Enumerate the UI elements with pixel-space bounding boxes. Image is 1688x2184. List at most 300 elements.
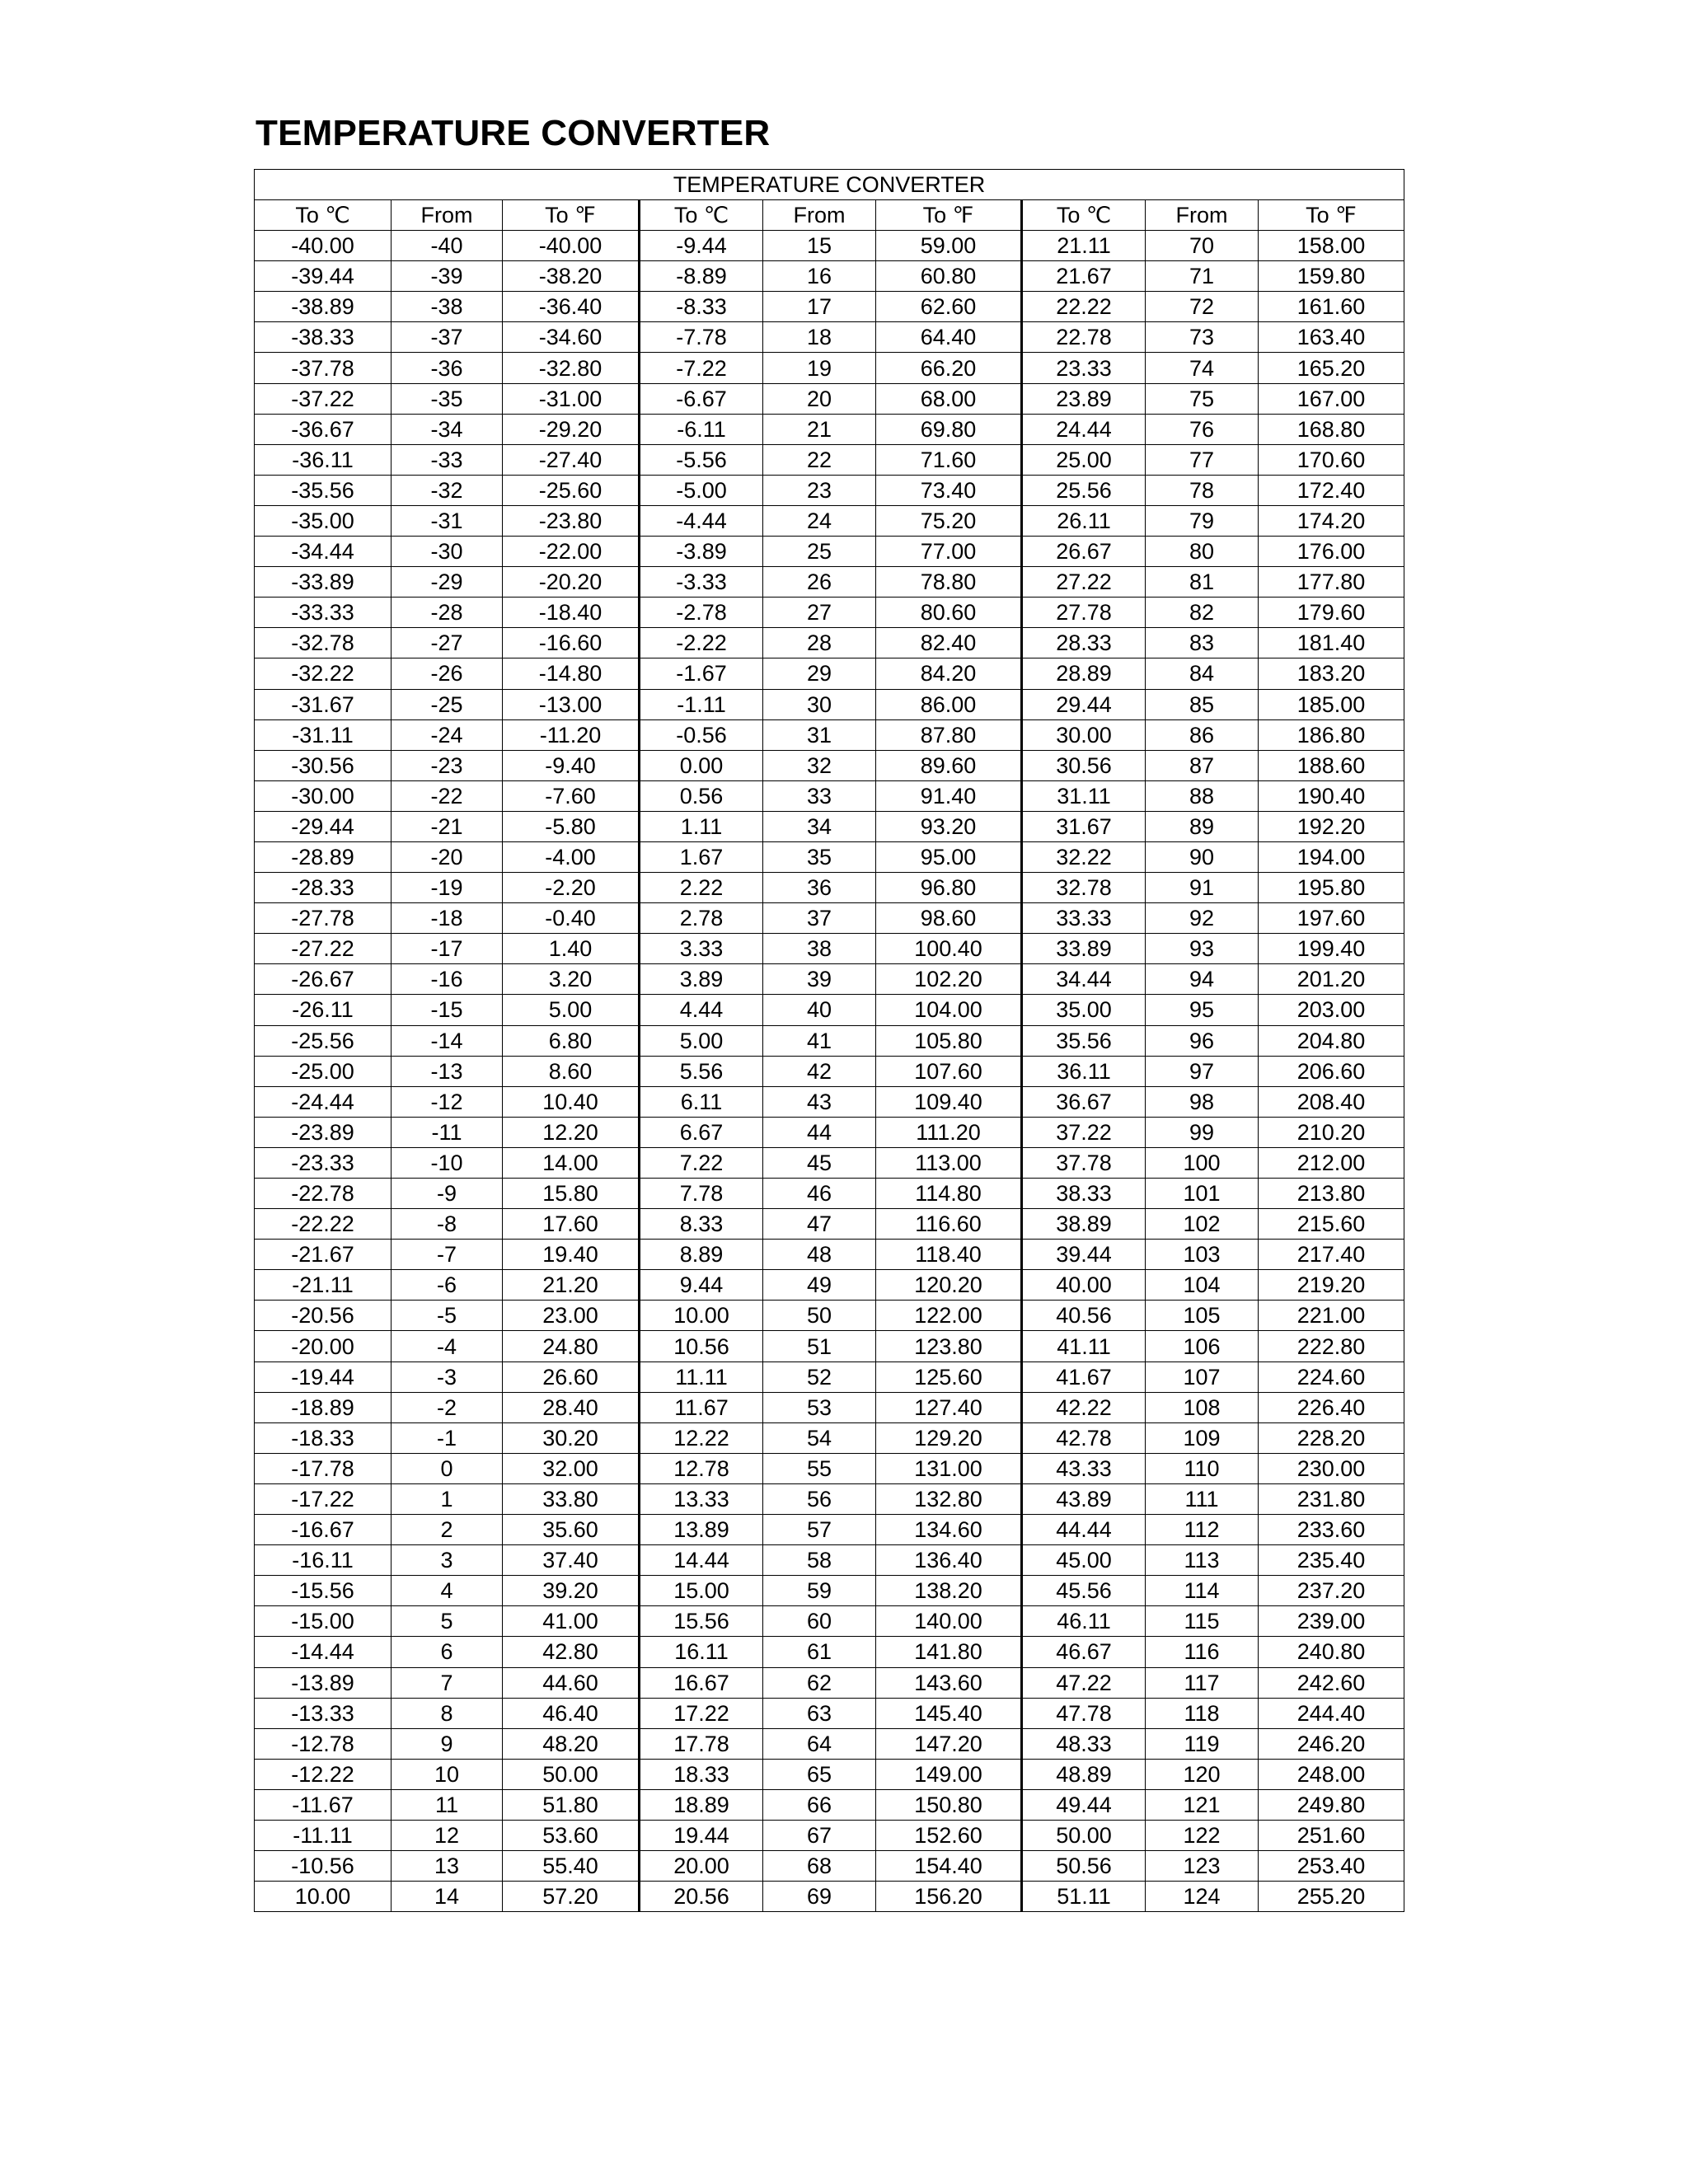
table-cell: 33 [763, 780, 876, 811]
table-cell: -18 [392, 903, 503, 934]
table-cell: 47.78 [1022, 1698, 1146, 1728]
table-row [255, 1606, 1404, 1637]
table-row [255, 1392, 1404, 1422]
table-cell: 37.22 [1022, 1117, 1146, 1147]
table-cell: 15.80 [503, 1179, 640, 1209]
table-cell: -5.56 [640, 444, 763, 475]
table-cell: -33 [392, 444, 503, 475]
table-cell: 201.20 [1259, 964, 1404, 995]
table-cell: 100 [1146, 1147, 1259, 1178]
table-cell: 46 [763, 1179, 876, 1209]
table-row [255, 1789, 1404, 1820]
table-row [255, 475, 1404, 505]
table-cell: -39 [392, 261, 503, 292]
table-row [255, 841, 1404, 872]
table-cell: 28.33 [1022, 628, 1146, 658]
table-cell: -12.78 [255, 1728, 392, 1759]
table-row [255, 598, 1404, 628]
table-cell: -4.44 [640, 505, 763, 536]
table-cell: -24.44 [255, 1086, 392, 1117]
table-cell: -18.33 [255, 1422, 392, 1453]
table-cell: 89.60 [876, 750, 1022, 780]
table-cell: -1 [392, 1422, 503, 1453]
table-cell: 50.56 [1022, 1851, 1146, 1882]
table-cell: 60.80 [876, 261, 1022, 292]
table-cell: 161.60 [1259, 292, 1404, 322]
table-cell: 66 [763, 1789, 876, 1820]
table-cell: 11 [392, 1789, 503, 1820]
table-cell: 92 [1146, 903, 1259, 934]
table-cell: -38.33 [255, 322, 392, 353]
table-cell: 6.80 [503, 1025, 640, 1056]
table-cell: 76 [1146, 414, 1259, 444]
table-cell: -15 [392, 995, 503, 1025]
table-cell: 25.56 [1022, 475, 1146, 505]
table-cell: 100.40 [876, 934, 1022, 964]
table-cell: 84.20 [876, 658, 1022, 689]
table-cell: 235.40 [1259, 1545, 1404, 1576]
table-cell: -25 [392, 689, 503, 719]
table-cell: 195.80 [1259, 873, 1404, 903]
table-cell: 34 [763, 811, 876, 841]
table-cell: 111 [1146, 1483, 1259, 1514]
table-cell: 10 [392, 1759, 503, 1789]
table-row [255, 1851, 1404, 1882]
table-cell: -28.33 [255, 873, 392, 903]
table-cell: 52 [763, 1361, 876, 1392]
table-row [255, 231, 1404, 261]
table-cell: 1.11 [640, 811, 763, 841]
table-cell: 240.80 [1259, 1637, 1404, 1667]
table-cell: 32 [763, 750, 876, 780]
table-cell: 26.60 [503, 1361, 640, 1392]
table-cell: 181.40 [1259, 628, 1404, 658]
table-cell: 19.44 [640, 1820, 763, 1850]
column-header-row [255, 200, 1404, 231]
table-cell: 113.00 [876, 1147, 1022, 1178]
table-row [255, 353, 1404, 383]
table-cell: -16 [392, 964, 503, 995]
table-cell: 97 [1146, 1056, 1259, 1086]
table-cell: 16.67 [640, 1667, 763, 1698]
table-cell: 6.67 [640, 1117, 763, 1147]
table-body [255, 231, 1404, 1912]
table-cell: 42.78 [1022, 1422, 1146, 1453]
table-cell: 70 [1146, 231, 1259, 261]
table-row [255, 1301, 1404, 1331]
table-cell: 46.67 [1022, 1637, 1146, 1667]
table-cell: 60 [763, 1606, 876, 1637]
table-cell: 10.40 [503, 1086, 640, 1117]
table-cell: 183.20 [1259, 658, 1404, 689]
table-cell: 88 [1146, 780, 1259, 811]
table-cell: 28.89 [1022, 658, 1146, 689]
table-cell: -16.60 [503, 628, 640, 658]
table-cell: 58 [763, 1545, 876, 1576]
table-cell: 107 [1146, 1361, 1259, 1392]
table-cell: 231.80 [1259, 1483, 1404, 1514]
table-cell: 28.40 [503, 1392, 640, 1422]
table-row [255, 1545, 1404, 1576]
table-cell: 50.00 [503, 1759, 640, 1789]
table-cell: -2 [392, 1392, 503, 1422]
table-cell: -30 [392, 537, 503, 567]
table-cell: 19 [763, 353, 876, 383]
table-cell: -34 [392, 414, 503, 444]
table-cell: 104 [1146, 1270, 1259, 1301]
table-cell: 65 [763, 1759, 876, 1789]
table-cell: -3 [392, 1361, 503, 1392]
table-cell: -25.60 [503, 475, 640, 505]
table-row [255, 383, 1404, 414]
table-cell: 68 [763, 1851, 876, 1882]
table-cell: -12.22 [255, 1759, 392, 1789]
table-cell: 31.11 [1022, 780, 1146, 811]
table-row [255, 1422, 1404, 1453]
table-cell: -8 [392, 1209, 503, 1240]
table-cell: 45 [763, 1147, 876, 1178]
table-row [255, 1698, 1404, 1728]
table-cell: 215.60 [1259, 1209, 1404, 1240]
table-cell: 158.00 [1259, 231, 1404, 261]
table-cell: -22.78 [255, 1179, 392, 1209]
table-cell: 197.60 [1259, 903, 1404, 934]
table-cell: 163.40 [1259, 322, 1404, 353]
table-cell: 167.00 [1259, 383, 1404, 414]
table-cell: 91.40 [876, 780, 1022, 811]
table-cell: 24.80 [503, 1331, 640, 1361]
table-cell: -14 [392, 1025, 503, 1056]
table-cell: 20.00 [640, 1851, 763, 1882]
table-cell: -20.20 [503, 567, 640, 598]
table-cell: 48.89 [1022, 1759, 1146, 1789]
table-cell: 22 [763, 444, 876, 475]
table-cell: -33.33 [255, 598, 392, 628]
table-cell: 122 [1146, 1820, 1259, 1850]
table-cell: 33.33 [1022, 903, 1146, 934]
table-cell: 102.20 [876, 964, 1022, 995]
table-cell: 81 [1146, 567, 1259, 598]
table-cell: -9 [392, 1179, 503, 1209]
table-cell: -40.00 [503, 231, 640, 261]
column-header: To ℃ [640, 200, 763, 231]
table-cell: 194.00 [1259, 841, 1404, 872]
table-cell: 21.11 [1022, 231, 1146, 261]
table-cell: 20 [763, 383, 876, 414]
table-cell: 74 [1146, 353, 1259, 383]
table-cell: 27.78 [1022, 598, 1146, 628]
table-cell: 80 [1146, 537, 1259, 567]
table-cell: -34.44 [255, 537, 392, 567]
table-cell: 59 [763, 1576, 876, 1606]
table-cell: 10.00 [255, 1882, 392, 1912]
table-cell: 115 [1146, 1606, 1259, 1637]
table-row [255, 1179, 1404, 1209]
table-cell: 23 [763, 475, 876, 505]
table-cell: 90 [1146, 841, 1259, 872]
table-cell: -11.11 [255, 1820, 392, 1850]
table-cell: 40.00 [1022, 1270, 1146, 1301]
table-cell: 46.11 [1022, 1606, 1146, 1637]
table-cell: -2.22 [640, 628, 763, 658]
table-cell: 55.40 [503, 1851, 640, 1882]
table-cell: 185.00 [1259, 689, 1404, 719]
table-cell: 168.80 [1259, 414, 1404, 444]
table-cell: 75 [1146, 383, 1259, 414]
table-cell: 3 [392, 1545, 503, 1576]
table-cell: -19 [392, 873, 503, 903]
table-cell: 98.60 [876, 903, 1022, 934]
table-cell: 50 [763, 1301, 876, 1331]
table-cell: 5.00 [640, 1025, 763, 1056]
table-row [255, 995, 1404, 1025]
table-cell: 57.20 [503, 1882, 640, 1912]
table-cell: 122.00 [876, 1301, 1022, 1331]
table-cell: 17.22 [640, 1698, 763, 1728]
table-cell: 15.56 [640, 1606, 763, 1637]
table-cell: 73.40 [876, 475, 1022, 505]
table-row [255, 903, 1404, 934]
table-cell: -21.11 [255, 1270, 392, 1301]
table-cell: -11.20 [503, 719, 640, 750]
table-cell: 87 [1146, 750, 1259, 780]
table-row [255, 811, 1404, 841]
table-cell: -17.78 [255, 1453, 392, 1483]
table-cell: 12.78 [640, 1453, 763, 1483]
table-row [255, 1483, 1404, 1514]
table-cell: 9.44 [640, 1270, 763, 1301]
table-cell: 150.80 [876, 1789, 1022, 1820]
table-cell: -19.44 [255, 1361, 392, 1392]
table-cell: -27.22 [255, 934, 392, 964]
table-cell: 93.20 [876, 811, 1022, 841]
table-cell: 33.89 [1022, 934, 1146, 964]
table-cell: -2.20 [503, 873, 640, 903]
table-cell: 35 [763, 841, 876, 872]
table-cell: 8.60 [503, 1056, 640, 1086]
table-cell: -23.80 [503, 505, 640, 536]
table-cell: -17.22 [255, 1483, 392, 1514]
table-cell: 116 [1146, 1637, 1259, 1667]
table-cell: 15.00 [640, 1576, 763, 1606]
table-cell: 62.60 [876, 292, 1022, 322]
table-cell: 35.60 [503, 1515, 640, 1545]
table-cell: 31.67 [1022, 811, 1146, 841]
table-cell: 255.20 [1259, 1882, 1404, 1912]
table-cell: -11 [392, 1117, 503, 1147]
table-cell: -20 [392, 841, 503, 872]
table-cell: 30.56 [1022, 750, 1146, 780]
table-cell: -6 [392, 1270, 503, 1301]
table-cell: 5.56 [640, 1056, 763, 1086]
table-cell: 154.40 [876, 1851, 1022, 1882]
table-row [255, 1086, 1404, 1117]
table-cell: 37 [763, 903, 876, 934]
table-cell: 48.33 [1022, 1728, 1146, 1759]
table-cell: -7 [392, 1240, 503, 1270]
table-cell: 21.20 [503, 1270, 640, 1301]
table-cell: 36.11 [1022, 1056, 1146, 1086]
table-cell: 99 [1146, 1117, 1259, 1147]
table-cell: 192.20 [1259, 811, 1404, 841]
table-cell: 22.78 [1022, 322, 1146, 353]
table-cell: 67 [763, 1820, 876, 1850]
table-cell: 101 [1146, 1179, 1259, 1209]
table-cell: 11.11 [640, 1361, 763, 1392]
table-cell: 40.56 [1022, 1301, 1146, 1331]
table-cell: 26.11 [1022, 505, 1146, 536]
table-cell: 172.40 [1259, 475, 1404, 505]
table-cell: 19.40 [503, 1240, 640, 1270]
table-cell: 188.60 [1259, 750, 1404, 780]
table-cell: 26.67 [1022, 537, 1146, 567]
table-cell: 43.33 [1022, 1453, 1146, 1483]
table-cell: 219.20 [1259, 1270, 1404, 1301]
table-row [255, 1637, 1404, 1667]
table-cell: 75.20 [876, 505, 1022, 536]
table-cell: -23 [392, 750, 503, 780]
table-cell: 54 [763, 1422, 876, 1453]
table-cell: 35.56 [1022, 1025, 1146, 1056]
table-cell: 6 [392, 1637, 503, 1667]
table-cell: 210.20 [1259, 1117, 1404, 1147]
table-cell: 129.20 [876, 1422, 1022, 1453]
table-cell: 78 [1146, 475, 1259, 505]
table-cell: 6.11 [640, 1086, 763, 1117]
table-row [255, 567, 1404, 598]
table-cell: 57 [763, 1515, 876, 1545]
table-cell: 71 [1146, 261, 1259, 292]
table-cell: 82.40 [876, 628, 1022, 658]
table-row [255, 1453, 1404, 1483]
table-cell: 125.60 [876, 1361, 1022, 1392]
column-header: To ℉ [876, 200, 1022, 231]
table-cell: 2 [392, 1515, 503, 1545]
table-cell: -16.11 [255, 1545, 392, 1576]
table-cell: 5.00 [503, 995, 640, 1025]
table-cell: 12.22 [640, 1422, 763, 1453]
table-cell: 69 [763, 1882, 876, 1912]
table-cell: 59.00 [876, 231, 1022, 261]
table-cell: 159.80 [1259, 261, 1404, 292]
table-cell: -29.44 [255, 811, 392, 841]
table-cell: -36.40 [503, 292, 640, 322]
table-cell: 246.20 [1259, 1728, 1404, 1759]
table-row [255, 689, 1404, 719]
table-cell: 42.80 [503, 1637, 640, 1667]
table-cell: 24 [763, 505, 876, 536]
table-row [255, 750, 1404, 780]
table-cell: -0.40 [503, 903, 640, 934]
table-cell: 45.00 [1022, 1545, 1146, 1576]
table-cell: 237.20 [1259, 1576, 1404, 1606]
table-cell: -22.00 [503, 537, 640, 567]
table-cell: 17.78 [640, 1728, 763, 1759]
table-cell: 222.80 [1259, 1331, 1404, 1361]
table-cell: -10.56 [255, 1851, 392, 1882]
table-cell: 39 [763, 964, 876, 995]
table-cell: -8.33 [640, 292, 763, 322]
table-cell: 212.00 [1259, 1147, 1404, 1178]
table-cell: -23.33 [255, 1147, 392, 1178]
table-cell: -32.80 [503, 353, 640, 383]
table-cell: 9 [392, 1728, 503, 1759]
table-cell: 114 [1146, 1576, 1259, 1606]
table-cell: -25.00 [255, 1056, 392, 1086]
table-cell: 51.11 [1022, 1882, 1146, 1912]
table-cell: 42 [763, 1056, 876, 1086]
table-cell: -2.78 [640, 598, 763, 628]
table-cell: 66.20 [876, 353, 1022, 383]
table-cell: 233.60 [1259, 1515, 1404, 1545]
table-cell: -26 [392, 658, 503, 689]
table-cell: -22 [392, 780, 503, 811]
table-cell: 228.20 [1259, 1422, 1404, 1453]
table-cell: 27.22 [1022, 567, 1146, 598]
table-cell: -3.33 [640, 567, 763, 598]
table-cell: -13.00 [503, 689, 640, 719]
table-cell: 31 [763, 719, 876, 750]
table-cell: 251.60 [1259, 1820, 1404, 1850]
table-cell: 36.67 [1022, 1086, 1146, 1117]
table-cell: 230.00 [1259, 1453, 1404, 1483]
table-cell: 41 [763, 1025, 876, 1056]
table-row [255, 1117, 1404, 1147]
table-cell: 105 [1146, 1301, 1259, 1331]
table-cell: 72 [1146, 292, 1259, 322]
table-cell: 8 [392, 1698, 503, 1728]
table-cell: -8.89 [640, 261, 763, 292]
table-cell: 123.80 [876, 1331, 1022, 1361]
table-cell: -37.22 [255, 383, 392, 414]
table-cell: -16.67 [255, 1515, 392, 1545]
table-cell: 32.00 [503, 1453, 640, 1483]
table-cell: 206.60 [1259, 1056, 1404, 1086]
table-cell: 64.40 [876, 322, 1022, 353]
table-cell: -40 [392, 231, 503, 261]
table-cell: 118 [1146, 1698, 1259, 1728]
table-cell: 69.80 [876, 414, 1022, 444]
table-cell: -30.00 [255, 780, 392, 811]
table-cell: 37.40 [503, 1545, 640, 1576]
table-cell: 20.56 [640, 1882, 763, 1912]
table-row [255, 873, 1404, 903]
table-cell: 102 [1146, 1209, 1259, 1240]
table-cell: 18.89 [640, 1789, 763, 1820]
table-cell: 4.44 [640, 995, 763, 1025]
table-row [255, 292, 1404, 322]
table-cell: 118.40 [876, 1240, 1022, 1270]
table-cell: 117 [1146, 1667, 1259, 1698]
table-cell: 7.78 [640, 1179, 763, 1209]
table-cell: -37.78 [255, 353, 392, 383]
table-cell: 127.40 [876, 1392, 1022, 1422]
table-cell: 43 [763, 1086, 876, 1117]
table-cell: 104.00 [876, 995, 1022, 1025]
table-cell: 32.22 [1022, 841, 1146, 872]
table-cell: -27 [392, 628, 503, 658]
column-header: To ℉ [503, 200, 640, 231]
table-cell: 17 [763, 292, 876, 322]
table-cell: -36.11 [255, 444, 392, 475]
table-cell: 1.40 [503, 934, 640, 964]
table-cell: 179.60 [1259, 598, 1404, 628]
table-cell: 71.60 [876, 444, 1022, 475]
table-cell: 49.44 [1022, 1789, 1146, 1820]
table-cell: -21.67 [255, 1240, 392, 1270]
table-cell: 48.20 [503, 1728, 640, 1759]
table-cell: -27.40 [503, 444, 640, 475]
